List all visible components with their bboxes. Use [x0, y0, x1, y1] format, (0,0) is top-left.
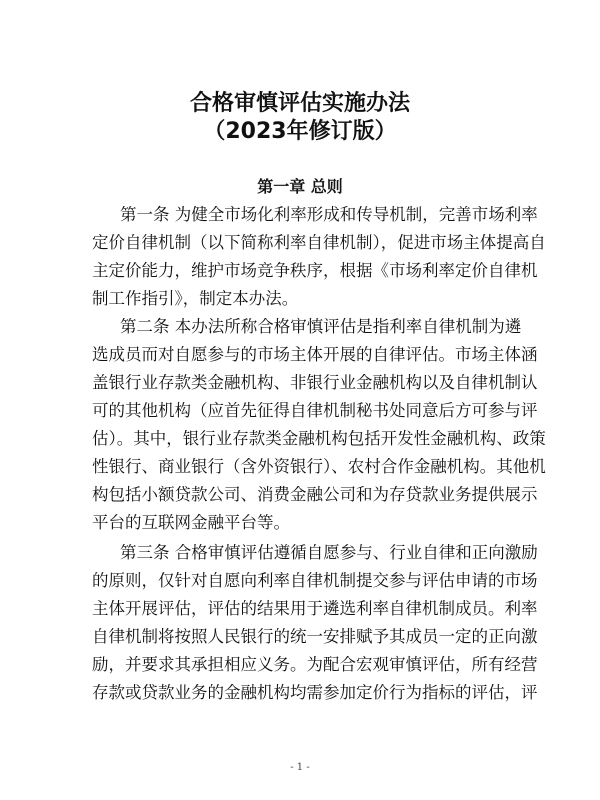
article-2 — [92, 313, 546, 537]
text-line: 平台的互联网金融平台等。 — [92, 513, 290, 532]
text-line: 性银行、商业银行（含外资银行）、农村合作金融机构。其他机 — [92, 457, 546, 476]
chapter-heading: 第一章 总则 — [257, 177, 343, 196]
text-line: 构包括小额贷款公司、消费金融公司和为存贷款业务提供展示 — [92, 485, 538, 504]
text-line: 第一条 为健全市场化利率形成和传导机制，完善市场利率 — [120, 205, 538, 224]
text-line: 励，并要求其承担相应义务。为配合宏观审慎评估，所有经营 — [92, 655, 538, 674]
document-subtitle: （2023年修订版） — [203, 119, 397, 144]
text-line: 自律机制将按照人民银行的统一安排赋予其成员一定的正向激 — [92, 627, 538, 646]
text-line: 选成员而对自愿参与的市场主体开展的自律评估。市场主体涵 — [92, 345, 538, 364]
text-line: 第二条 本办法所称合格审慎评估是指利率自律机制为遴 — [120, 317, 522, 336]
text-line: 主体开展评估，评估的结果用于遴选利率自律机制成员。利率 — [92, 599, 538, 618]
article-3 — [92, 539, 538, 707]
article-1 — [92, 201, 546, 313]
text-line: 存款或贷款业务的金融机构均需参加定价行为指标的评估，评 — [92, 683, 538, 702]
text-line: 第三条 合格审慎评估遵循自愿参与、行业自律和正向激励 — [120, 543, 538, 562]
document-title: 合格审慎评估实施办法 — [189, 91, 410, 116]
text-line: 制工作指引》，制定本办法。 — [92, 289, 299, 308]
text-line: 可的其他机构（应首先征得自律机制秘书处同意后方可参与评 — [92, 401, 538, 420]
text-line: 盖银行业存款类金融机构、非银行业金融机构以及自律机制认 — [92, 373, 538, 392]
text-line: 主定价能力，维护市场竞争秩序，根据《市场利率定价自律机 — [92, 261, 538, 280]
page-number: - 1 - — [290, 762, 310, 773]
text-line: 估）。其中，银行业存款类金融机构包括开发性金融机构、政策 — [92, 429, 546, 448]
text-line: 定价自律机制（以下简称利率自律机制），促进市场主体提高自 — [92, 233, 546, 252]
text-line: 的原则，仅针对自愿向利率自律机制提交参与评估申请的市场 — [92, 571, 538, 590]
